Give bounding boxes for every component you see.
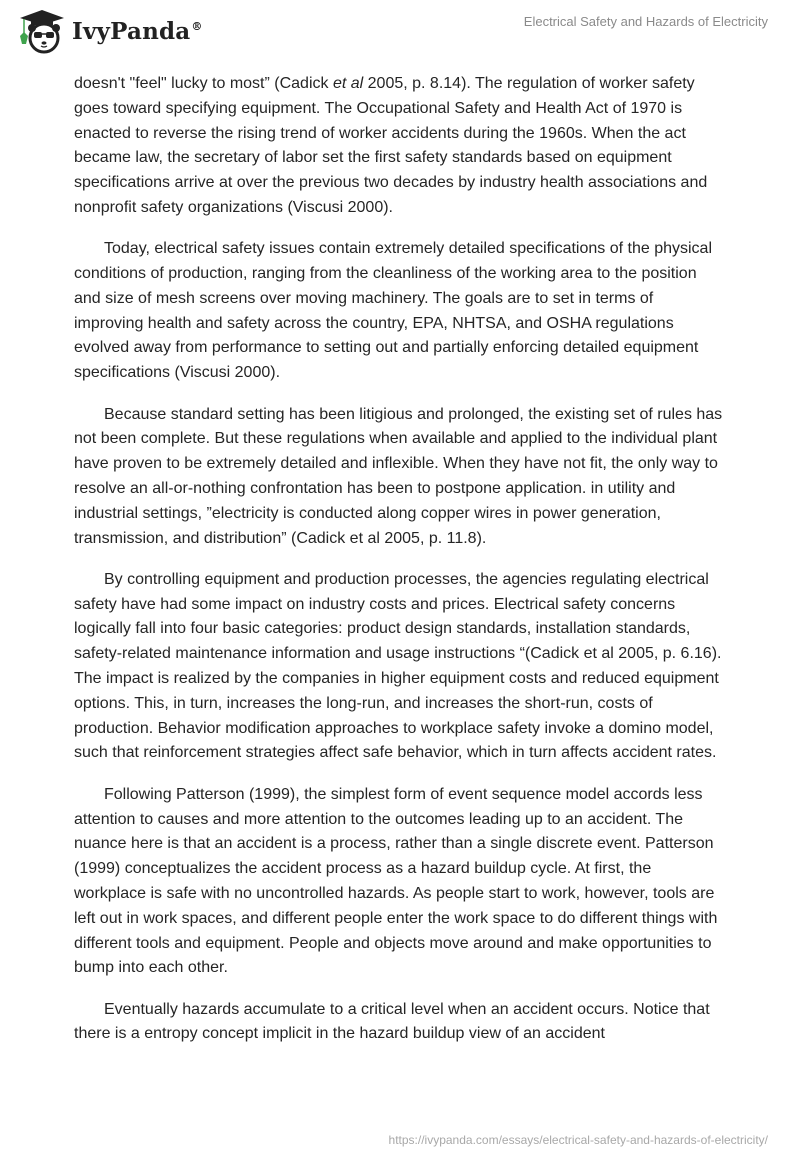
paragraph-6: Eventually hazards accumulate to a critical level when an accident occurs. Notice that there is a entropy concept implicit in the hazard buildup view of an accident <box>74 1000 710 1043</box>
paragraph-4: By controlling equipment and production processes, the agencies regulating electrical safety have had some impact on industry costs and prices. Electrical safety concerns logically fall into four basic categories: product design standards, installation standards, safety-related maintenance information and usage instructions “(Cadick et al 2005, p. 6.16). The impact is realized by the companies in higher equipment costs and reduced equipment options. This, in turn, increases the long-run, and increases the short-run, costs of production. Behavior modification approaches to workplace safety invoke a domino model, such that reinforcement strategies affect safe behavior, which in turn affects accident rates. <box>74 570 722 762</box>
brand-name: IvyPanda® <box>72 17 203 45</box>
paragraph-5: Following Patterson (1999), the simplest form of event sequence model accords less attention to causes and more attention to the outcomes leading up to an accident. The nuance here is that an accident is a process, rather than a single discrete event. Patterson (1999) conceptualizes the accident process as a hazard buildup cycle. At first, the workplace is safe with no uncontrolled hazards. As people start to work, however, tools are left out in work spaces, and different people enter the work space to do different things with different tools and equipment. People and objects move around and make opportunities to bump into each other. <box>74 785 718 977</box>
ivypanda-logo[interactable] <box>18 8 203 54</box>
panda-graduate-icon <box>18 8 66 54</box>
paragraph-1: doesn't "feel" lucky to most” (Cadick et al 2005, p. 8.14). The regulation of worker safety goes toward specifying equipment. The Occupational Safety and Health Act of 1970 is enacted to reverse the rising trend of worker accidents during the 1960s. When the act became law, the secretary of labor set the first safety standards based on equipment specifications arrive at over the previous two decades by industry health associations and nonprofit safety organizations (Viscusi 2000). <box>74 75 708 216</box>
paragraph-3: Because standard setting has been litigious and prolonged, the existing set of rules has not been complete. But these regulations when available and applied to the individual plant have proven to be extremely detailed and inflexible. When they have not fit, the only way to resolve an all-or-nothing confrontation has been to postpone application. in utility and industrial settings, ”electricity is conducted along copper wires in power generation, transmission, and distribution” (Cadick et al 2005, p. 11.8). <box>74 405 723 547</box>
page-header <box>0 0 800 60</box>
paragraph-2: Today, electrical safety issues contain extremely detailed specifications of the physical conditions of production, ranging from the cleanliness of the working area to the position and size of mesh screens over moving machinery. The goals are to set in terms of improving health and safety across the country, EPA, NHTSA, and OSHA regulations evolved away from performance to setting out and partially enforcing detailed equipment specifications (Viscusi 2000). <box>74 240 713 382</box>
essay-body <box>74 72 724 1064</box>
document-title: Electrical Safety and Hazards of Electricity <box>523 14 768 29</box>
source-url-link[interactable]: https://ivypanda.com/essays/electrical-safety-and-hazards-of-electricity/ <box>388 1133 768 1147</box>
